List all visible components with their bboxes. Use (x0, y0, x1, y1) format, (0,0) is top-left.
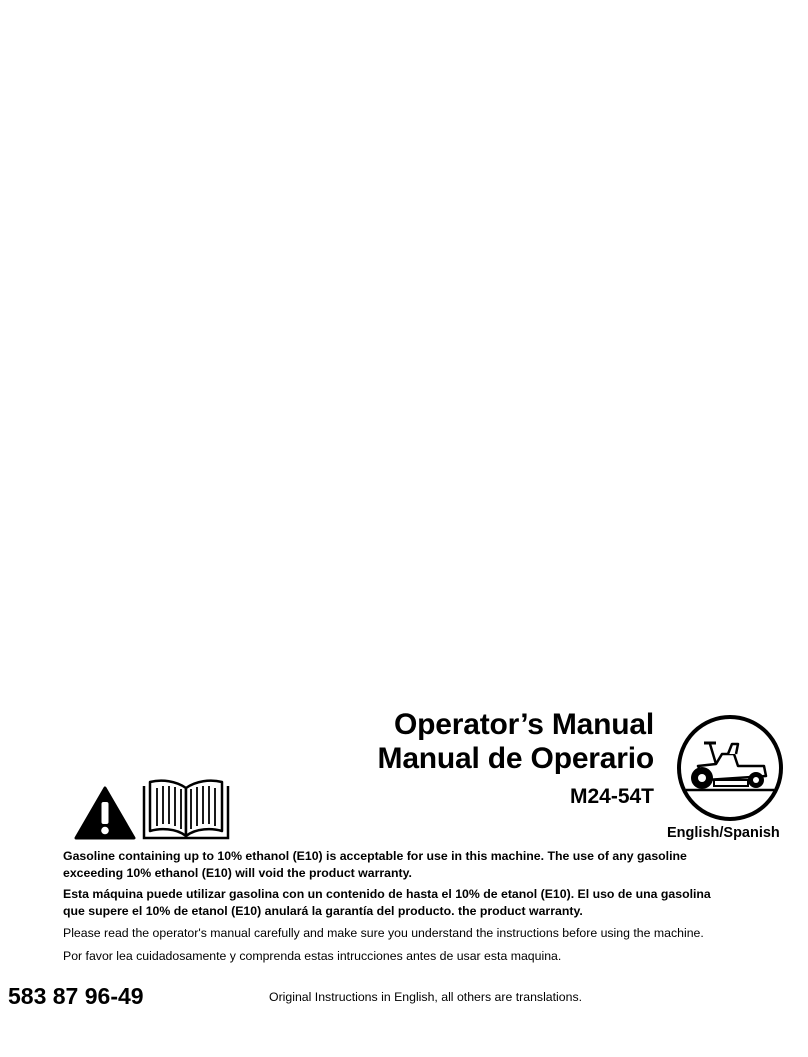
fuel-notice-spanish: Esta máquina puede utilizar gasolina con un contenido de hasta el 10% de etanol (E10). El uso de una gasolina que supere el 10% de etanol (E10) anulará la garantía del producto. the product warranty. (63, 887, 711, 918)
read-notice-english: Please read the operator's manual carefully and make sure you understand the instructions before using the machine. (63, 926, 704, 940)
read-notice-spanish: Por favor lea cuidadosamente y comprenda estas intrucciones antes de usar esta maquina. (63, 949, 562, 963)
model-number: M24-54T (569, 785, 654, 808)
part-number: 583 87 96-49 (8, 983, 144, 1009)
warning-triangle-icon (74, 786, 136, 840)
manual-title-english: Operator’s Manual (394, 708, 654, 741)
notices (63, 848, 733, 964)
riding-tractor-icon (676, 714, 784, 822)
fuel-notice-english: Gasoline containing up to 10% ethanol (E10) is acceptable for use in this machine. The use of any gasoline exceeding 10% ethanol (E10) will void the product warranty. (63, 849, 687, 880)
title-block (378, 708, 654, 810)
language-label: English/Spanish (667, 825, 780, 841)
original-instructions-note: Original Instructions in English, all others are translations. (269, 990, 583, 1004)
manual-title-spanish: Manual de Operario (377, 742, 654, 775)
open-book-icon (142, 778, 230, 840)
